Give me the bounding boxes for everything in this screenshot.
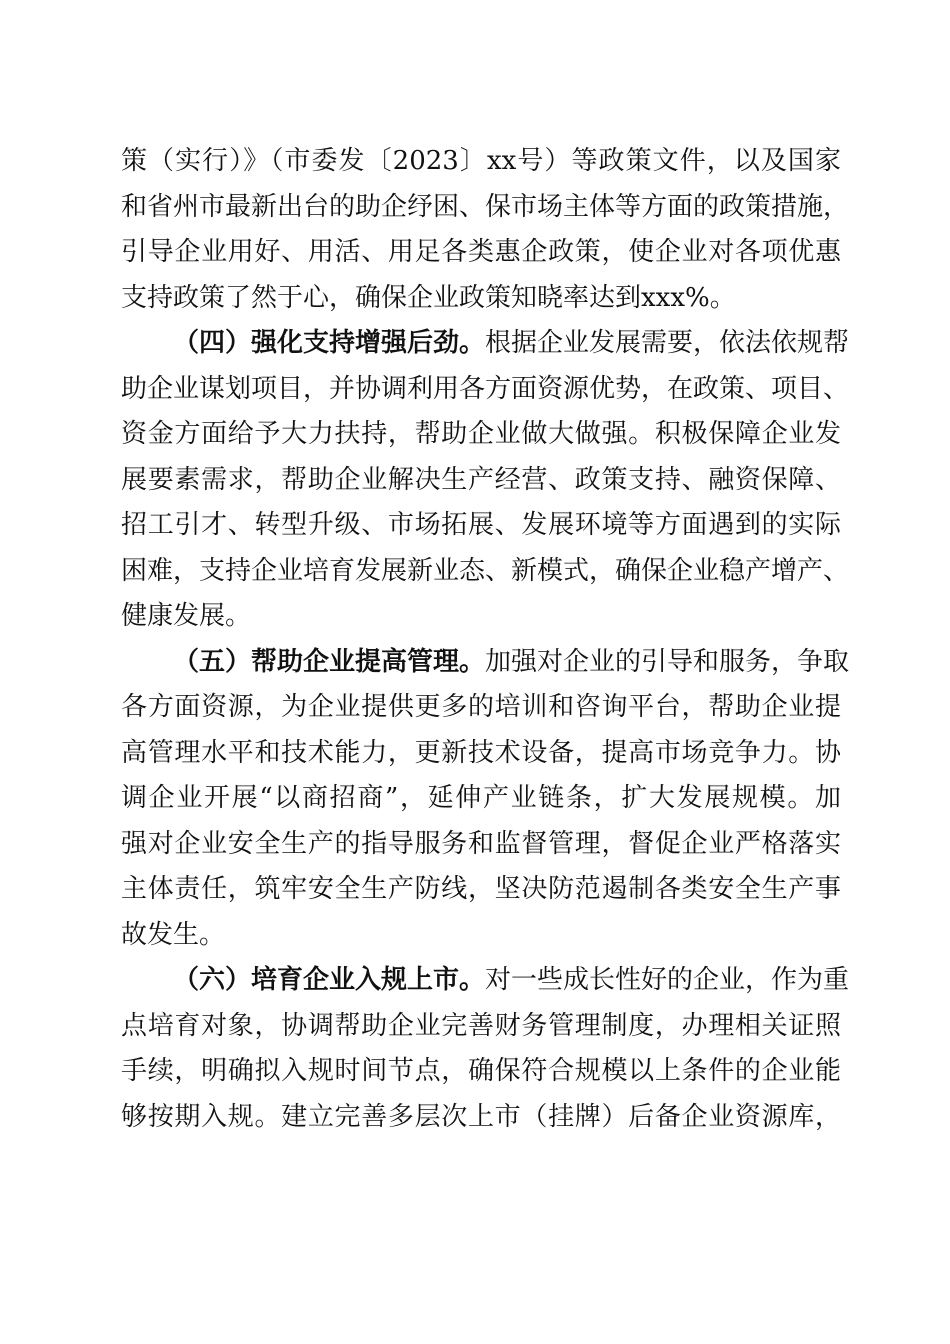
paragraph-first-line [121,958,850,1004]
text-line: 故发生。 [121,919,226,950]
text-run: 加强对企业的引导和服务，争取 [485,646,850,677]
text-line: 支持政策了然于心，确保企业政策知晓率达到xxx%。 [121,282,736,313]
text-run: 对一些成长性好的企业，作为重 [485,965,850,995]
text-line: 招工引才、转型升级、市场拓展、发展环境等方面遇到的实际 [121,510,841,540]
text-line: 健康发展。 [121,601,252,631]
section-heading-4: （四）强化支持增强后劲。 [173,328,486,358]
text-line: 高管理水平和技术能力，更新技术设备，提高市场竞争力。协 [121,737,841,768]
text-line: 资金方面给予大力扶持，帮助企业做大做强。积极保障企业发 [121,419,841,449]
paragraph-first-line [121,321,850,367]
text-line: 和省州市最新出台的助企纾困、保市场主体等方面的政策措施， [121,191,850,222]
text-line: 各方面资源，为企业提供更多的培训和咨询平台，帮助企业提 [121,692,841,722]
text-line: 强对企业安全生产的指导服务和监督管理，督促企业严格落实 [121,828,841,859]
section-heading-6: （六）培育企业入规上市。 [173,965,486,995]
text-line: 助企业谋划项目，并协调利用各方面资源优势，在政策、项目、 [121,373,850,404]
text-line: 够按期入规。建立完善多层次上市（挂牌）后备企业资源库， [121,1101,841,1132]
text-line: 策（实行）》（市委发〔2023〕xx号）等政策文件，以及国家 [121,146,841,176]
paragraph-first-line [121,640,850,686]
text-line: 展要素需求，帮助企业解决生产经营、政策支持、融资保障、 [121,464,841,495]
text-line: 困难，支持企业培育发展新业态、新模式，确保企业稳产增产、 [121,555,850,586]
text-line: 调企业开展“以商招商”，延伸产业链条，扩大发展规模。加 [121,783,841,813]
text-line: 引导企业用好、用活、用足各类惠企政策，使企业对各项优惠 [121,237,841,267]
text-line: 主体责任，筑牢安全生产防线，坚决防范遏制各类安全生产事 [121,874,841,904]
section-heading-5: （五）帮助企业提高管理。 [173,646,486,677]
text-line: 手续，明确拟入规时间节点，确保符合规模以上条件的企业能 [121,1056,841,1086]
text-line: 点培育对象，协调帮助企业完善财务管理制度，办理相关证照 [121,1010,841,1041]
document-body [121,139,850,1140]
text-run: 根据企业发展需要，依法依规帮 [485,328,850,358]
